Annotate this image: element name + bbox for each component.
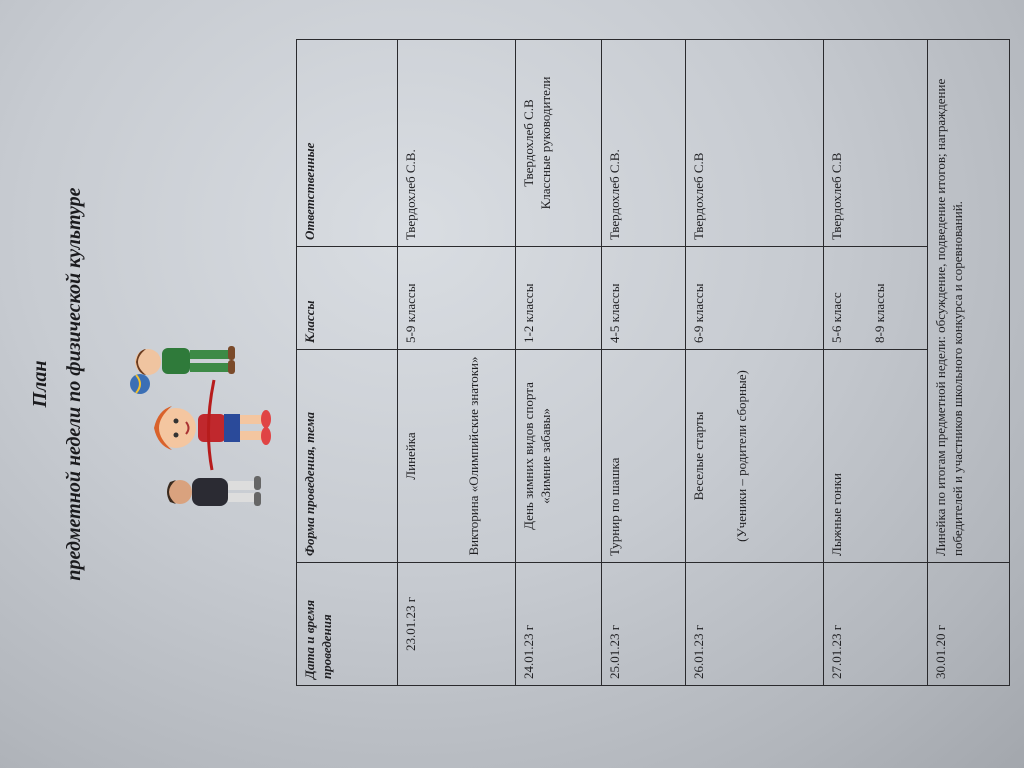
cell-form xyxy=(398,350,516,563)
cell-form: Лыжные гонки xyxy=(824,350,928,563)
cell-classes-line: 8-9 классы xyxy=(872,283,887,343)
boy-left-figure xyxy=(167,476,261,506)
cell-responsible: Твердохлеб С.В. xyxy=(398,40,516,247)
cell-date: 24.01.23 г xyxy=(516,563,602,686)
cell-date: 30.01.20 г xyxy=(928,563,1010,686)
cell-date: 23.01.23 г xyxy=(398,563,516,686)
header-date: Дата и время проведения xyxy=(297,563,398,686)
cell-responsible: Твердохлеб С.В xyxy=(686,40,824,247)
table-row xyxy=(516,40,602,686)
center-kid-figure xyxy=(154,380,271,470)
cell-form: Турнир по шашка xyxy=(602,350,686,563)
title-line-2: предметной недели по физической культуре xyxy=(63,187,85,581)
cell-form-line: Веселые старты xyxy=(691,411,706,501)
cell-responsible xyxy=(516,40,602,247)
plan-table xyxy=(296,39,1010,686)
table-row xyxy=(602,40,686,686)
table-header-row xyxy=(297,40,398,686)
table-row xyxy=(686,40,824,686)
header-classes: Классы xyxy=(297,247,398,350)
header-responsible: Ответственные xyxy=(297,40,398,247)
cell-date: 27.01.23 г xyxy=(824,563,928,686)
cell-classes: 5-9 классы xyxy=(398,247,516,350)
cell-classes: 4-5 классы xyxy=(602,247,686,350)
cell-form-line: «Зимние забавы» xyxy=(538,408,553,504)
document-title xyxy=(28,0,86,768)
kids-sports-illustration xyxy=(118,320,288,520)
table-row xyxy=(824,40,928,686)
cell-form xyxy=(516,350,602,563)
cell-classes xyxy=(824,247,928,350)
table-row xyxy=(398,40,516,686)
cell-form-line: День зимних видов спорта xyxy=(521,382,536,530)
cell-responsible: Твердохлеб С.В. xyxy=(602,40,686,247)
cell-responsible: Твердохлеб С.В xyxy=(824,40,928,247)
cell-classes: 1-2 классы xyxy=(516,247,602,350)
cell-classes-line: 5-6 класс xyxy=(829,292,844,343)
girl-right-figure xyxy=(130,346,235,394)
cell-form-line: Викторина «Олимпийские знатоки» xyxy=(466,356,481,556)
header-form: Форма проведения, тема xyxy=(297,350,398,563)
table-row xyxy=(928,40,1010,686)
cell-responsible-line: Классные руководители xyxy=(538,76,553,210)
cell-form-line: Линейка xyxy=(403,432,418,480)
cell-form xyxy=(686,350,824,563)
cell-classes: 6-9 классы xyxy=(686,247,824,350)
cell-date: 26.01.23 г xyxy=(686,563,824,686)
title-line-1: План xyxy=(29,360,51,408)
cell-form-line: (Ученики – родители сборные) xyxy=(734,370,749,542)
cell-date: 25.01.23 г xyxy=(602,563,686,686)
cell-responsible-line: Твердохлеб С.В xyxy=(521,99,536,187)
cell-merged-summary: Линейка по итогам предметной недели: обсуждение, подведение итогов; награждение победителей и участников школьного конкурса и соревнований. xyxy=(928,40,1010,563)
